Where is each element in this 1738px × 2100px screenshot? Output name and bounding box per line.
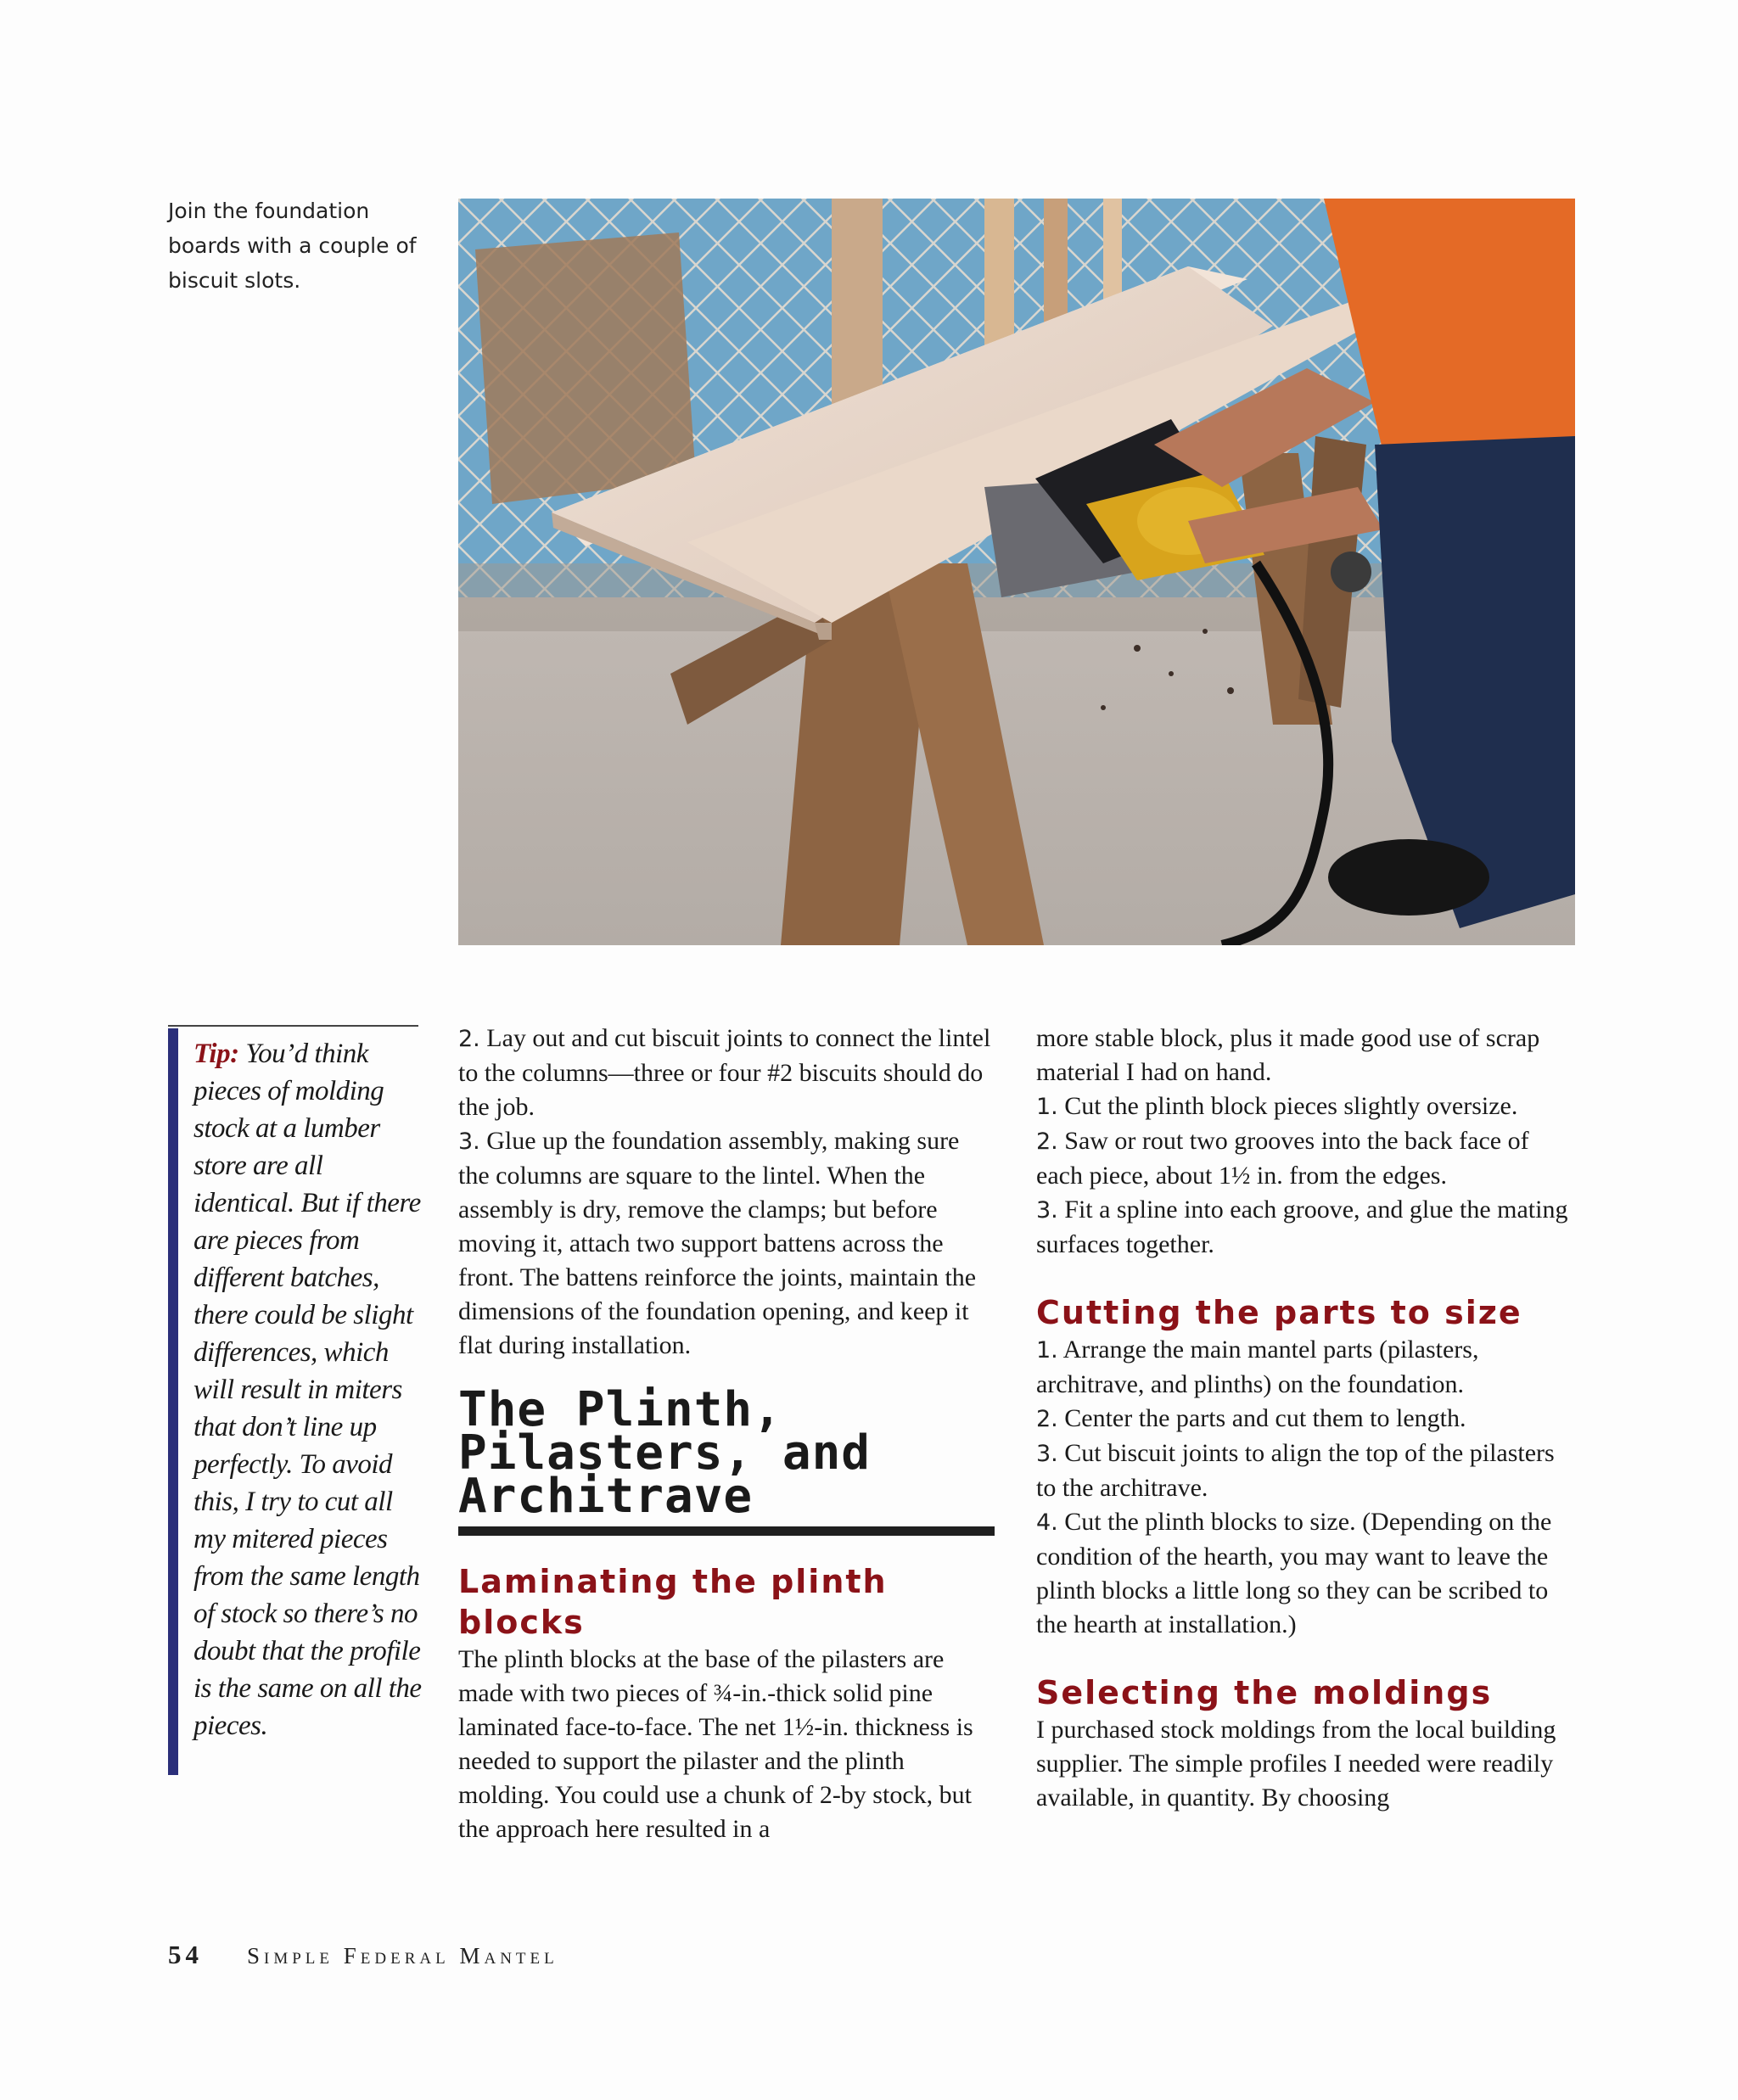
biscuit-joiner-photo-illustration	[458, 199, 1575, 945]
step-text: Cut the plinth block pieces slightly oversize.	[1057, 1092, 1518, 1120]
moldings-paragraph: I purchased stock moldings from the local building supplier. The simple profiles I needed were readily available, in quantity. By choosing	[1036, 1716, 1556, 1812]
step-number: 4.	[1036, 1509, 1058, 1536]
step-text: Glue up the foundation assembly, making sure the columns are square to the lintel. When the assembly is dry, remove the clamps; but before moving it, attach two support battens across the front. The battens reinforce the joints, maintain the dimensions of the foundation opening, and keep it flat during installation.	[458, 1127, 977, 1359]
tip-body: You’d think pieces of molding stock at a lumber store are all identical. But if there are pieces from different batches, there could be slight differences, which will result in miters that don’t line up perfectly. To avoid this, I try to cut all my mitered pieces from the same length of stock so there’s no doubt that the profile is the same on all the pieces.	[193, 1039, 422, 1741]
step-paragraph	[1036, 1505, 1579, 1642]
step-text: Lay out and cut biscuit joints to connect the lintel to the columns—three or four #2 biscuits should do the job.	[458, 1024, 991, 1121]
step-number: 2.	[1036, 1406, 1058, 1432]
step-number: 3.	[458, 1128, 480, 1155]
section-heading: The Plinth, Pilasters, and Architrave	[458, 1382, 872, 1524]
photo-caption: Join the foundation boards with a couple of biscuit slots.	[168, 199, 417, 293]
step-2-paragraph	[458, 1022, 995, 1124]
continued-paragraph: more stable block, plus it made good use of scrap material I had on hand.	[1036, 1024, 1540, 1086]
step-paragraph	[1036, 1124, 1579, 1193]
workshop-photo	[458, 199, 1575, 945]
step-number: 2.	[458, 1026, 480, 1052]
text-column-2	[1036, 1022, 1579, 1815]
step-number: 3.	[1036, 1441, 1058, 1467]
running-title: Simple Federal Mantel	[247, 1943, 558, 1968]
tip-sidebar	[168, 1025, 422, 1773]
subheading-cutting: Cutting the parts to size	[1036, 1294, 1522, 1331]
step-number: 2.	[1036, 1128, 1058, 1155]
heading-rule	[458, 1526, 995, 1536]
step-paragraph	[1036, 1333, 1579, 1402]
step-paragraph	[1036, 1089, 1579, 1124]
subheading-selecting: Selecting the moldings	[1036, 1674, 1493, 1711]
step-number: 1.	[1036, 1337, 1058, 1364]
step-number: 1.	[1036, 1094, 1058, 1120]
step-3-paragraph	[458, 1124, 995, 1363]
page-number: 54	[168, 1940, 203, 1969]
text-column-1	[458, 1022, 995, 1846]
subheading-laminating: Laminating the plinth blocks	[458, 1563, 888, 1641]
step-paragraph	[1036, 1436, 1579, 1505]
tip-label: Tip:	[193, 1039, 239, 1069]
step-number: 3.	[1036, 1197, 1058, 1224]
step-text: Fit a spline into each groove, and glue the mating surfaces together.	[1036, 1196, 1568, 1258]
step-text: Saw or rout two grooves into the back face of each piece, about 1½ in. from the edges.	[1036, 1127, 1529, 1190]
step-text: Center the parts and cut them to length.	[1057, 1404, 1466, 1432]
step-paragraph	[1036, 1402, 1579, 1436]
step-text: Cut the plinth blocks to size. (Depending on the condition of the hearth, you may want to leave the plinth blocks a little long so they can be scribed to the hearth at installation.)	[1036, 1508, 1552, 1638]
step-paragraph	[1036, 1193, 1579, 1262]
tip-text	[193, 1035, 423, 1744]
laminating-paragraph: The plinth blocks at the base of the pilasters are made with two pieces of ¾-in.-thick solid pine laminated face-to-face. The net 1½-in. thickness is needed to support the pilaster and the plinth molding. You could use a chunk of 2-by stock, but the approach here resulted in a	[458, 1645, 973, 1843]
step-text: Arrange the main mantel parts (pilasters, architrave, and plinths) on the foundation.	[1036, 1336, 1479, 1398]
step-text: Cut biscuit joints to align the top of the pilasters to the architrave.	[1036, 1439, 1555, 1502]
page-footer	[168, 1940, 558, 1970]
tip-accent-bar	[168, 1028, 178, 1775]
